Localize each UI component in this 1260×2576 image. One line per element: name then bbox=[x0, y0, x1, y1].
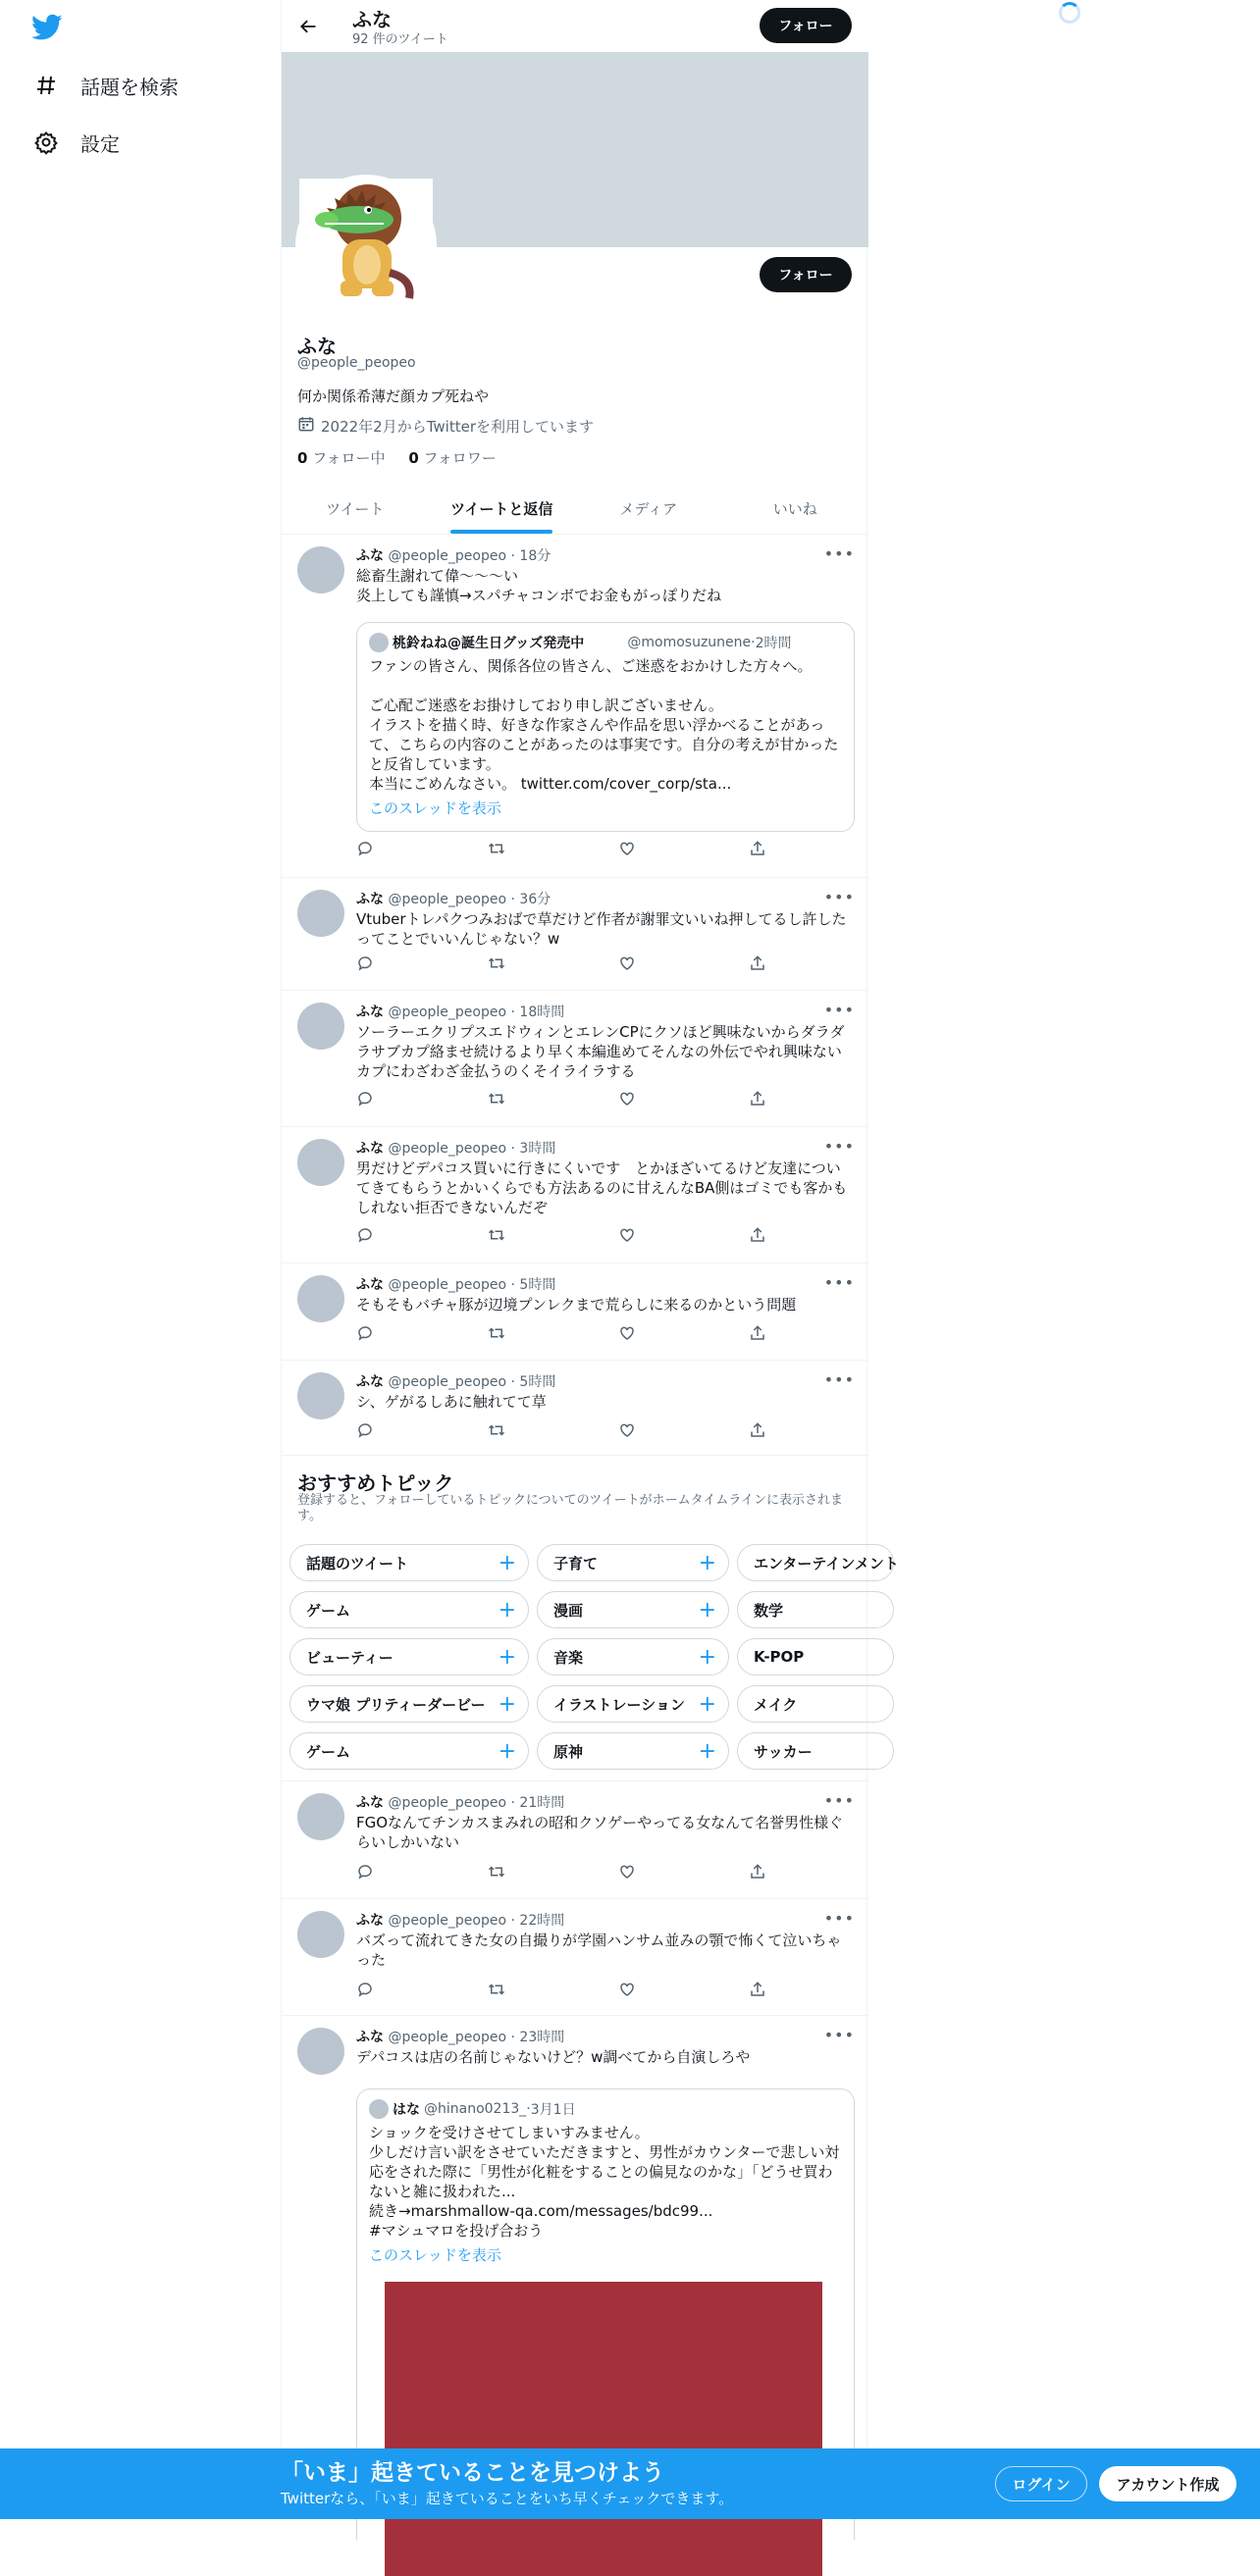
quoted-author-handle: @hinano0213_ bbox=[424, 2101, 527, 2117]
reply-icon[interactable] bbox=[356, 1226, 395, 1244]
avatar bbox=[369, 2099, 389, 2119]
plus-icon[interactable]: + bbox=[698, 1551, 716, 1575]
reply-icon[interactable] bbox=[356, 1863, 395, 1880]
like-icon[interactable] bbox=[618, 1090, 657, 1108]
profile-bio: 何か関係希薄だ顔カプ死ねや bbox=[297, 387, 490, 405]
tweet-time[interactable]: 22時間 bbox=[519, 1913, 565, 1929]
signup-prompt-subtitle: Twitterなら、「いま」起きていることをいち早くチェックできます。 bbox=[281, 2490, 734, 2507]
tweet-actions bbox=[356, 954, 788, 972]
show-thread-link[interactable]: このスレッドを表示 bbox=[369, 2246, 501, 2264]
tweet-time[interactable]: 5時間 bbox=[519, 1277, 556, 1293]
tweet-author-name[interactable]: ふな bbox=[356, 1141, 384, 1157]
retweet-icon[interactable] bbox=[487, 1863, 526, 1880]
avatar bbox=[369, 633, 389, 652]
plus-icon[interactable]: + bbox=[698, 1598, 716, 1623]
quoted-author-handle: @momosuzunene bbox=[627, 635, 752, 650]
tweet[interactable] bbox=[282, 878, 868, 991]
topic-chip-label: ゲーム bbox=[306, 1601, 351, 1620]
avatar[interactable] bbox=[297, 1003, 344, 1050]
avatar[interactable] bbox=[297, 1911, 344, 1958]
lion-crocodile-illustration bbox=[299, 179, 433, 312]
topic-chip-label: 音楽 bbox=[553, 1648, 584, 1667]
topic-chip-label: サッカー bbox=[754, 1742, 813, 1761]
followers-link[interactable] bbox=[408, 449, 496, 467]
topic-chip[interactable] bbox=[289, 1544, 529, 1581]
reply-icon[interactable] bbox=[356, 954, 395, 972]
share-icon[interactable] bbox=[749, 1981, 788, 1998]
tweet-time[interactable]: 21時間 bbox=[519, 1795, 565, 1811]
login-button[interactable]: ログイン bbox=[995, 2466, 1087, 2501]
share-icon[interactable] bbox=[749, 1090, 788, 1108]
topic-chip[interactable] bbox=[737, 1685, 894, 1723]
tweet[interactable] bbox=[282, 1781, 868, 1899]
topic-chip[interactable] bbox=[537, 1544, 729, 1581]
topic-chip[interactable] bbox=[537, 1638, 729, 1675]
tweet-actions bbox=[356, 1226, 788, 1244]
like-icon[interactable] bbox=[618, 1324, 657, 1342]
plus-icon[interactable]: + bbox=[698, 1739, 716, 1764]
topic-chip[interactable] bbox=[289, 1638, 529, 1675]
plus-icon[interactable]: + bbox=[498, 1551, 516, 1575]
retweet-icon[interactable] bbox=[487, 840, 526, 857]
tweet-author-name[interactable]: ふな bbox=[356, 1913, 384, 1929]
quoted-tweet[interactable] bbox=[356, 622, 855, 832]
following-count: 0 bbox=[297, 449, 308, 467]
avatar[interactable] bbox=[297, 1139, 344, 1186]
avatar[interactable] bbox=[297, 2028, 344, 2075]
topic-chip[interactable] bbox=[737, 1591, 894, 1628]
quoted-tweet-header: はな @hinano0213_ · 3月1日 bbox=[369, 2099, 576, 2119]
tweet-author-handle[interactable]: @people_peopeo bbox=[388, 1795, 507, 1811]
more-icon[interactable]: ••• bbox=[823, 1791, 855, 1810]
twitter-logo-icon[interactable] bbox=[31, 14, 63, 41]
quoted-author-name: 桃鈴ねね@誕生日グッズ発売中 bbox=[393, 636, 585, 651]
tweet-header: ふな @people_peopeo · 21時間 bbox=[356, 1795, 565, 1811]
tweet-actions bbox=[356, 840, 788, 857]
nav-explore-label: 話題を検索 bbox=[80, 75, 179, 99]
plus-icon[interactable]: + bbox=[698, 1645, 716, 1670]
header-name: ふな bbox=[352, 8, 392, 31]
retweet-icon[interactable] bbox=[487, 954, 526, 972]
profile-handle: @people_peopeo bbox=[297, 355, 416, 371]
tweet-text: 男だけどデパコス買いに行きにくいです とかほざいてるけど友達についてきてもらうとかいくらでも方法あるのに甘えんなBA側はゴミでも客かもしれない拒否できないんだぞ bbox=[356, 1159, 848, 1216]
quoted-text: ファンの皆さん、関係各位の皆さん、ご迷惑をおかけした方々へ。 ご心配ご迷惑をお掛けしており申し訳ございません。 イラストを描く時、好きな作家さんや作品を思い浮かべることがあって、こちらの内容のことがあったのは事実です。自分の考えが甘かったと反省しています。 本当にごめんなさい。 twitter.com/cover_corp/sta... bbox=[369, 657, 839, 793]
retweet-icon[interactable] bbox=[487, 1090, 526, 1108]
retweet-icon[interactable] bbox=[487, 1324, 526, 1342]
topic-chip[interactable] bbox=[289, 1685, 529, 1723]
topic-chip-label: ゲーム bbox=[306, 1742, 351, 1761]
topic-chip[interactable] bbox=[537, 1732, 729, 1770]
topic-chip-label: 漫画 bbox=[553, 1601, 584, 1620]
tweet-author-handle[interactable]: @people_peopeo bbox=[388, 2030, 507, 2045]
tweet-text: 総畜生謝れて偉〜〜〜い 炎上しても謹慎→スパチャコンボでお金もがっぽりだね bbox=[356, 567, 722, 604]
topics-title: おすすめトピック bbox=[297, 1471, 454, 1495]
profile-joined-text: 2022年2月からTwitterを利用しています bbox=[321, 417, 594, 436]
topic-chip-label: K-POP bbox=[754, 1648, 805, 1666]
followers-count: 0 bbox=[408, 449, 419, 467]
tweet-author-name[interactable]: ふな bbox=[356, 548, 384, 564]
topic-chip-label: ウマ娘 プリティーダービー bbox=[306, 1695, 486, 1714]
profile-joined bbox=[297, 415, 594, 437]
topic-chip-label: メイク bbox=[754, 1695, 798, 1714]
tweet-actions bbox=[356, 1863, 788, 1880]
tweet-time[interactable]: 18時間 bbox=[519, 1005, 565, 1020]
gear-icon bbox=[31, 128, 61, 157]
tweet[interactable] bbox=[282, 2016, 868, 2519]
avatar[interactable] bbox=[297, 1372, 344, 1419]
tweet-header: ふな @people_peopeo · 18分 bbox=[356, 548, 551, 564]
profile-top-header bbox=[282, 0, 868, 52]
tweet[interactable] bbox=[282, 1899, 868, 2016]
tweet-header: ふな @people_peopeo · 36分 bbox=[356, 892, 551, 907]
tweet-author-name[interactable]: ふな bbox=[356, 1277, 384, 1293]
tweet-actions bbox=[356, 1090, 788, 1108]
reply-icon[interactable] bbox=[356, 1324, 395, 1342]
profile-follow-stats bbox=[297, 447, 497, 468]
tweet-author-name[interactable]: ふな bbox=[356, 2030, 384, 2045]
tab-tweets-and-replies[interactable]: ツイートと返信 bbox=[429, 483, 576, 534]
tweet-header: ふな @people_peopeo · 22時間 bbox=[356, 1913, 565, 1929]
nav-settings[interactable] bbox=[31, 115, 120, 170]
signup-prompt-bar bbox=[0, 2448, 1260, 2519]
tweet-time[interactable]: 5時間 bbox=[519, 1374, 556, 1390]
topic-chip-label: 数学 bbox=[754, 1601, 784, 1620]
quoted-media-image[interactable] bbox=[385, 2282, 822, 2576]
like-icon[interactable] bbox=[618, 840, 657, 857]
tweet-author-name[interactable]: ふな bbox=[356, 1795, 384, 1811]
share-icon[interactable] bbox=[749, 1226, 788, 1244]
topic-chip-label: 原神 bbox=[553, 1742, 584, 1761]
share-icon[interactable] bbox=[749, 1421, 788, 1439]
recommended-topics bbox=[282, 1456, 899, 1781]
show-thread-link[interactable]: このスレッドを表示 bbox=[369, 799, 501, 817]
tweet-text: Vtuberトレパクつみおばで草だけど作者が謝罪文いいね押してるし許したってことでいいんじゃない？w bbox=[356, 910, 847, 948]
loading-spinner-icon bbox=[1059, 2, 1080, 24]
like-icon[interactable] bbox=[618, 1226, 657, 1244]
tab-media[interactable]: メディア bbox=[619, 499, 678, 518]
tweet-header: ふな @people_peopeo · 5時間 bbox=[356, 1277, 556, 1293]
like-icon[interactable] bbox=[618, 1863, 657, 1880]
topic-chip[interactable] bbox=[537, 1685, 729, 1723]
tab-likes[interactable]: いいね bbox=[772, 499, 817, 518]
tweet[interactable] bbox=[282, 1263, 868, 1361]
tweet-text: そもそもバチャ豚が辺境プンレクまで荒らしに来るのかという問題 bbox=[356, 1296, 797, 1314]
tweet-text: デパコスは店の名前じゃないけど？w調べてから自演しろや bbox=[356, 2048, 751, 2066]
more-icon[interactable]: ••• bbox=[823, 1909, 855, 1928]
tweet-author-name[interactable]: ふな bbox=[356, 1005, 384, 1020]
tweet-author-name[interactable]: ふな bbox=[356, 1374, 384, 1390]
tweet-text: FGOなんてチンカスまみれの昭和クソゲーやってる女なんて名誉男性様ぐらいしかいない bbox=[356, 1814, 844, 1851]
signup-button[interactable]: アカウント作成 bbox=[1099, 2466, 1236, 2501]
plus-icon[interactable]: + bbox=[498, 1692, 516, 1717]
topic-chip[interactable] bbox=[737, 1638, 894, 1675]
profile-tabs bbox=[282, 483, 868, 535]
tweet-author-handle[interactable]: @people_peopeo bbox=[388, 1374, 507, 1390]
tab-tweets[interactable]: ツイート bbox=[326, 499, 385, 518]
tweet-author-handle[interactable]: @people_peopeo bbox=[388, 1005, 507, 1020]
topic-chip-label: イラストレーション bbox=[553, 1695, 685, 1714]
tweet-actions bbox=[356, 1981, 788, 1998]
avatar[interactable] bbox=[297, 546, 344, 593]
avatar[interactable] bbox=[297, 1275, 344, 1322]
more-icon[interactable]: ••• bbox=[823, 888, 855, 906]
retweet-icon[interactable] bbox=[487, 1421, 526, 1439]
profile-avatar[interactable] bbox=[295, 175, 437, 316]
retweet-icon[interactable] bbox=[487, 1981, 526, 1998]
tweet-time[interactable]: 18分 bbox=[519, 548, 551, 564]
tweet-text: シ、ゲがるしあに触れてて草 bbox=[356, 1393, 547, 1411]
like-icon[interactable] bbox=[618, 1981, 657, 1998]
back-arrow-icon[interactable] bbox=[293, 12, 323, 41]
topic-chip-label: ビューティー bbox=[306, 1648, 394, 1667]
quoted-text: ショックを受けさせてしまいすみません。 少しだけ言い訳をさせていただきますと、男性がカウンターで悲しい対応をされた際に「男性が化粧をすることの偏見なのかな」「どうせ買わないと雑に扱われた... 続き→marshmallow-qa.com/messages/bdc99... #マシュマロを投げ合おう bbox=[369, 2124, 840, 2240]
tweet-actions bbox=[356, 1324, 788, 1342]
tweet-actions bbox=[356, 1421, 788, 1439]
reply-icon[interactable] bbox=[356, 1090, 395, 1108]
tweet-author-handle[interactable]: @people_peopeo bbox=[388, 1277, 507, 1293]
header-follow-button[interactable]: フォロー bbox=[760, 8, 852, 43]
nav-explore[interactable] bbox=[31, 58, 179, 113]
topic-chip-label: 子育て bbox=[553, 1554, 599, 1572]
header-tweet-count: 92 件のツイート bbox=[352, 32, 448, 47]
tweet-time[interactable]: 3時間 bbox=[519, 1141, 556, 1157]
share-icon[interactable] bbox=[749, 954, 788, 972]
following-label: フォロー中 bbox=[312, 449, 386, 467]
tweet-author-handle[interactable]: @people_peopeo bbox=[388, 1913, 507, 1929]
quoted-tweet-header: 桃鈴ねね@誕生日グッズ発売中 @momosuzunene · 2時間 bbox=[369, 633, 792, 652]
topic-chip-label: 話題のツイート bbox=[306, 1554, 408, 1572]
tweet-header: ふな @people_peopeo · 18時間 bbox=[356, 1005, 565, 1020]
topic-chip[interactable] bbox=[289, 1732, 529, 1770]
tweet-header: ふな @people_peopeo · 5時間 bbox=[356, 1374, 556, 1390]
tweet-author-handle[interactable]: @people_peopeo bbox=[388, 548, 507, 564]
retweet-icon[interactable] bbox=[487, 1226, 526, 1244]
topic-chip[interactable] bbox=[289, 1591, 529, 1628]
hashtag-icon bbox=[31, 71, 61, 100]
reply-icon[interactable] bbox=[356, 1981, 395, 1998]
quoted-time: 2時間 bbox=[755, 636, 792, 651]
tweet[interactable] bbox=[282, 1127, 868, 1263]
tweet[interactable] bbox=[282, 535, 868, 878]
more-icon[interactable]: ••• bbox=[823, 544, 855, 563]
main-column bbox=[281, 0, 899, 2519]
topic-chip[interactable] bbox=[737, 1544, 899, 1581]
tweet-text: バズって流れてきた女の自撮りが学園ハンサム並みの顎で怖くて泣いちゃった bbox=[356, 1932, 842, 1969]
tweet-header: ふな @people_peopeo · 23時間 bbox=[356, 2030, 565, 2045]
calendar-icon bbox=[297, 415, 315, 437]
avatar[interactable] bbox=[297, 890, 344, 937]
nav-settings-label: 設定 bbox=[80, 131, 120, 156]
tweet-text: ソーラーエクリプスエドウィンとエレンCPにクソほど興味ないからダラダラサブカプ絡ませ続けるより早く本編進めてそんなの外伝でやれ興味ないカプにわざわざ金払うのくそイライラする bbox=[356, 1023, 845, 1080]
share-icon[interactable] bbox=[749, 1863, 788, 1880]
tweet-header: ふな @people_peopeo · 3時間 bbox=[356, 1141, 556, 1157]
reply-icon[interactable] bbox=[356, 1421, 395, 1439]
topic-chip-label: エンターテインメント bbox=[754, 1554, 899, 1572]
reply-icon[interactable] bbox=[356, 840, 395, 857]
more-icon[interactable]: ••• bbox=[823, 1370, 855, 1389]
share-icon[interactable] bbox=[749, 840, 788, 857]
avatar[interactable] bbox=[297, 1793, 344, 1840]
tweet-time[interactable]: 23時間 bbox=[519, 2030, 565, 2045]
share-icon[interactable] bbox=[749, 1324, 788, 1342]
followers-label: フォロワー bbox=[423, 449, 497, 467]
signup-prompt-title: 「いま」起きていることを見つけよう bbox=[281, 2460, 664, 2486]
plus-icon[interactable]: + bbox=[698, 1692, 716, 1717]
profile-follow-button[interactable]: フォロー bbox=[760, 257, 852, 292]
profile-name: ふな bbox=[297, 335, 337, 358]
plus-icon[interactable]: + bbox=[498, 1739, 516, 1764]
tweet[interactable] bbox=[282, 991, 868, 1127]
topic-chip[interactable] bbox=[537, 1591, 729, 1628]
following-link[interactable] bbox=[297, 449, 385, 467]
like-icon[interactable] bbox=[618, 1421, 657, 1439]
more-icon[interactable]: ••• bbox=[823, 2026, 855, 2044]
like-icon[interactable] bbox=[618, 954, 657, 972]
more-icon[interactable]: ••• bbox=[823, 1001, 855, 1019]
more-icon[interactable]: ••• bbox=[823, 1137, 855, 1156]
plus-icon[interactable]: + bbox=[498, 1645, 516, 1670]
tweet-author-name[interactable]: ふな bbox=[356, 892, 384, 907]
quoted-time: 3月1日 bbox=[530, 2102, 576, 2118]
topics-subtitle: 登録すると、フォローしているトピックについてのツイートがホームタイムラインに表示されます。 bbox=[297, 1493, 844, 1523]
tweet-author-handle[interactable]: @people_peopeo bbox=[388, 892, 507, 907]
quoted-author-name: はな bbox=[393, 2102, 420, 2118]
more-icon[interactable]: ••• bbox=[823, 1273, 855, 1292]
tweet-author-handle[interactable]: @people_peopeo bbox=[388, 1141, 507, 1157]
tweet[interactable] bbox=[282, 1361, 868, 1456]
topic-chip[interactable] bbox=[737, 1732, 894, 1770]
tweet-time[interactable]: 36分 bbox=[519, 892, 551, 907]
plus-icon[interactable]: + bbox=[498, 1598, 516, 1623]
